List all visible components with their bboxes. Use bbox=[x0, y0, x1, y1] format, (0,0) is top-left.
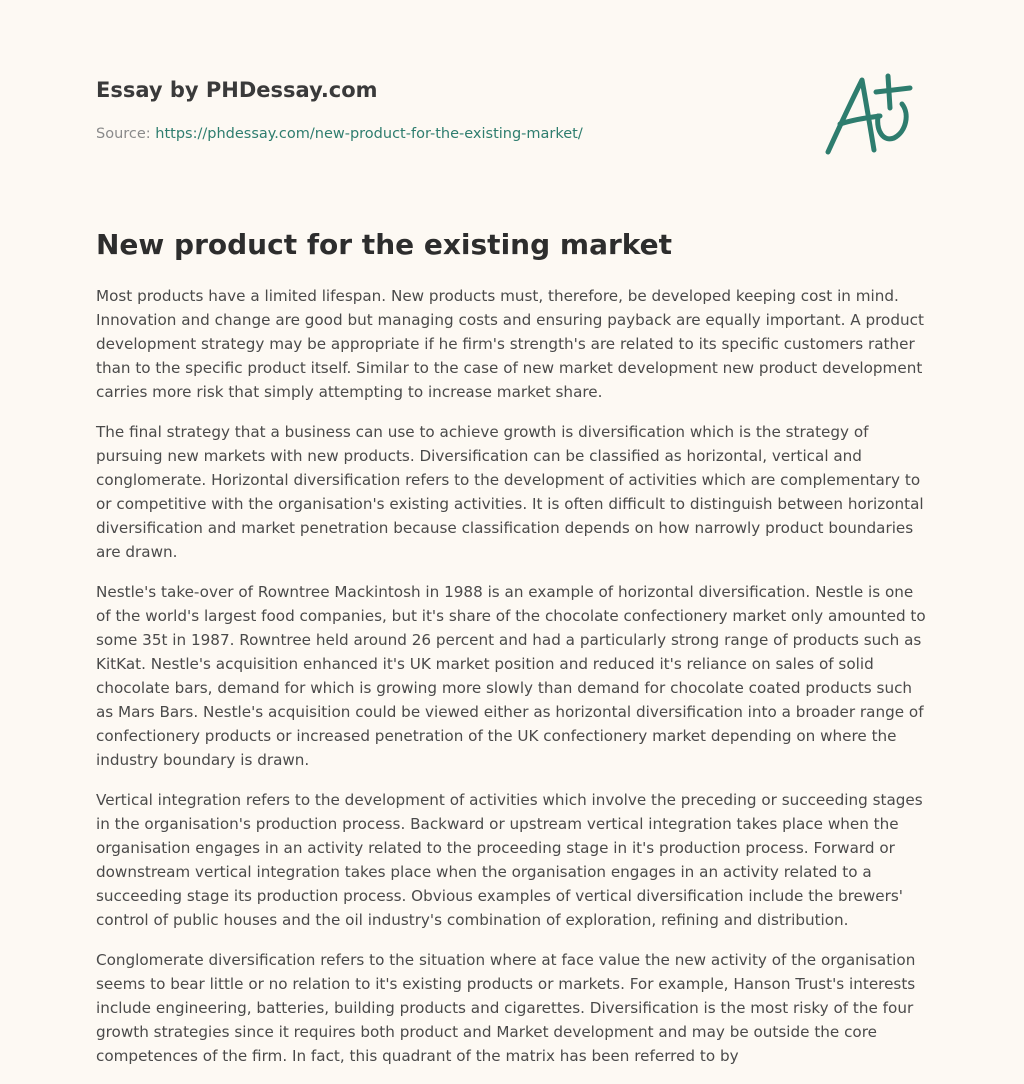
essay-paragraph: Most products have a limited lifespan. New products must, therefore, be developed keeping cost in mind. Innovation and change are good but managing costs and ensuring payback are equally important. A product development strategy may be appropriate if he firm's strength's are related to its specific customers rather than to the specific product itself. Similar to the case of new market development new product development carries more risk that simply attempting to increase market share. bbox=[96, 287, 924, 401]
site-title: Essay by PHDessay.com bbox=[96, 78, 378, 102]
essay-paragraph: Conglomerate diversification refers to the situation where at face value the new activity of the organisation seems to bear little or no relation to it's existing products or markets. For example, Hanson Trust's interests include engineering, batteries, building products and cigarettes. Diversification is the most risky of the four growth strategies since it requires both product and Market development and may be outside the core competences of the firm. In fact, this quadrant of the matrix has been referred to by bbox=[96, 951, 916, 1065]
essay-title: New product for the existing market bbox=[96, 228, 673, 261]
essay-header bbox=[96, 76, 928, 186]
essay-paragraph: The final strategy that a business can use to achieve growth is diversification which is the strategy of pursuing new markets with new products. Diversification can be classified as horizontal, vertical and conglomerate. Horizontal diversification refers to the development of activities which are complementary to or competitive with the organisation's existing activities. It is often difficult to distinguish between horizontal diversification and market penetration because classification depends on how narrowly product boundaries are drawn. bbox=[96, 423, 924, 561]
essay-paragraph: Vertical integration refers to the development of activities which involve the preceding or succeeding stages in the organisation's production process. Backward or upstream vertical integration takes place when the organisation engages in an activity related to the proceeding stage in it's production process. Forward or downstream vertical integration takes place when the organisation engages in an activity related to a succeeding stage its production process. Obvious examples of vertical diversification include the brewers' control of public houses and the oil industry's combination of exploration, refining and distribution. bbox=[96, 791, 923, 929]
essay-body bbox=[96, 284, 928, 1084]
a-plus-logo-icon bbox=[822, 68, 926, 166]
source-label: Source: bbox=[96, 126, 156, 142]
source-link[interactable]: https://phdessay.com/new-product-for-the-existing-market/ bbox=[155, 126, 583, 142]
source-line bbox=[96, 124, 583, 144]
essay-paragraph: Nestle's take-over of Rowntree Mackintosh in 1988 is an example of horizontal diversification. Nestle is one of the world's largest food companies, but it's share of the chocolate confectionery market only amounted to some 35t in 1987. Rowntree held around 26 percent and had a particularly strong range of products such as KitKat. Nestle's acquisition enhanced it's UK market position and reduced it's reliance on sales of solid chocolate bars, demand for which is growing more slowly than demand for chocolate coated products such as Mars Bars. Nestle's acquisition could be viewed either as horizontal diversification into a broader range of confectionery products or increased penetration of the UK confectionery market depending on where the industry boundary is drawn. bbox=[96, 583, 926, 769]
